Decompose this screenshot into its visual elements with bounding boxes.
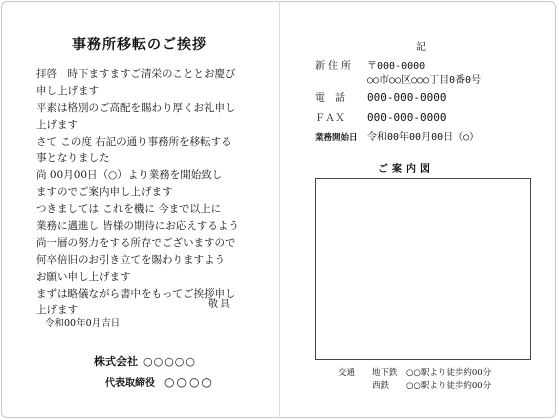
company-name: ○○○○○ bbox=[143, 355, 196, 368]
phone-label: 電 話 bbox=[315, 93, 345, 104]
new-address-label: 新住所 bbox=[315, 61, 354, 72]
letter-line: 上げます bbox=[36, 304, 78, 317]
letter-title: 事務所移転のご挨拶 bbox=[72, 37, 207, 53]
letter-line: 何卒倍旧のお引き立てを賜わりますよう bbox=[36, 253, 225, 266]
access-label: 交通 bbox=[338, 368, 356, 378]
map-title: ご案内図 bbox=[378, 164, 434, 175]
fax-value: 000-000-0000 bbox=[367, 111, 447, 124]
postal-code: 〒000-0000 bbox=[367, 61, 426, 72]
company-label: 株式会社 bbox=[94, 355, 138, 368]
letter-line: お願い申し上げます bbox=[36, 270, 131, 283]
representative-name: ○○○○ bbox=[164, 375, 214, 389]
phone-value: 000-000-0000 bbox=[367, 91, 447, 104]
new-address-row bbox=[315, 57, 425, 72]
letter-line: つきましては これを機に 今まで以上に bbox=[36, 203, 222, 216]
letter-line: 業務に邁進し 皆様の期待にお応えするよう bbox=[36, 220, 239, 233]
letter-line: 平素は格別のご高配を賜わり厚くお礼申し bbox=[36, 101, 236, 114]
letter-line: 尚 00月00日（○）より業務を開始致し bbox=[36, 169, 223, 182]
access-line: 西鉄 ○○駅より徒歩約00分 bbox=[372, 381, 492, 391]
letter-line: 事となりました bbox=[36, 152, 110, 165]
access-line: 地下鉄 ○○駅より徒歩約00分 bbox=[372, 368, 492, 378]
letter-date: 令和00年0月吉日 bbox=[45, 318, 121, 329]
phone-row bbox=[315, 89, 446, 104]
letter-body bbox=[36, 66, 256, 319]
letter-line: 上げます bbox=[36, 118, 78, 131]
closing-keigu: 敬具 bbox=[208, 299, 232, 310]
letter-line: さて この度 右記の通り事務所を移転する bbox=[36, 135, 232, 148]
start-date-label: 業務開始日 bbox=[315, 133, 358, 143]
letter-line: 申し上げます bbox=[36, 84, 99, 97]
letter-line: ますのでご案内申し上げます bbox=[36, 186, 173, 199]
map-placeholder-box bbox=[315, 178, 531, 360]
fold-line bbox=[279, 1, 280, 418]
company-line bbox=[94, 353, 196, 369]
address-value-row bbox=[367, 71, 481, 86]
address-value: ○○市○○区○○○丁目0番0号 bbox=[367, 75, 482, 86]
start-date-row bbox=[315, 128, 479, 143]
fax-row bbox=[315, 109, 446, 124]
representative-line bbox=[105, 374, 214, 389]
fax-label: ＦＡＸ bbox=[315, 113, 345, 124]
letter-line: まずは略儀ながら書中をもってご挨拶申し bbox=[36, 287, 236, 300]
letter-line: 拝啓 時下ますますご清栄のこととお慶び bbox=[36, 68, 236, 80]
ki-heading: 記 bbox=[416, 42, 426, 53]
representative-label: 代表取締役 bbox=[105, 378, 155, 389]
letter-line: 尚一層の努力をする所存でございますので bbox=[36, 236, 236, 249]
start-date-value: 令和00年00月00日（○） bbox=[367, 132, 480, 143]
